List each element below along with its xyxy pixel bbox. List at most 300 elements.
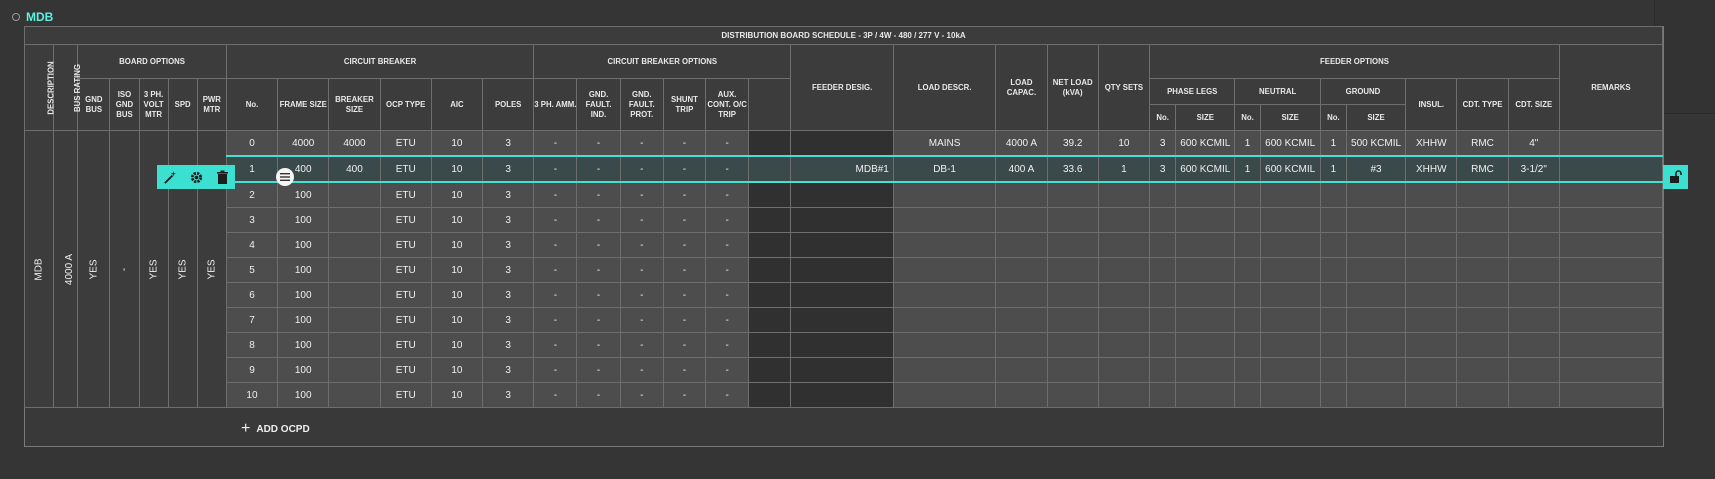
cell-no[interactable]: 5 [226, 258, 277, 283]
cell-aic[interactable]: 10 [431, 283, 482, 308]
cell-ocp[interactable]: ETU [380, 208, 431, 233]
cell-amm[interactable]: - [534, 182, 577, 208]
cell-aic[interactable]: 10 [431, 208, 482, 233]
cell-feeder[interactable] [791, 258, 893, 283]
cell-cdt-size[interactable]: 3-1/2" [1508, 156, 1559, 182]
cell-n-no[interactable] [1235, 182, 1260, 208]
cell-no[interactable]: 9 [226, 358, 277, 383]
cell-g-no[interactable] [1320, 308, 1346, 333]
cell-qty[interactable] [1098, 358, 1149, 383]
cell-qty[interactable] [1098, 308, 1149, 333]
trash-icon[interactable] [213, 168, 231, 186]
cell-g-no[interactable] [1320, 258, 1346, 283]
cell-remarks[interactable] [1559, 383, 1662, 408]
cell-aux[interactable]: - [706, 383, 749, 408]
cell-amm[interactable]: - [534, 258, 577, 283]
cell-ocp[interactable]: ETU [380, 131, 431, 157]
cell-n-no[interactable] [1235, 208, 1260, 233]
cell-pl-no[interactable] [1150, 333, 1176, 358]
cell-remarks[interactable] [1559, 308, 1662, 333]
cell-remarks[interactable] [1559, 208, 1662, 233]
cell-feeder[interactable] [791, 383, 893, 408]
cell-pl-size[interactable] [1176, 182, 1235, 208]
cell-cdt-type[interactable] [1457, 258, 1508, 283]
cell-n-size[interactable] [1260, 383, 1320, 408]
cell---blank[interactable] [749, 308, 791, 333]
cell-load[interactable] [893, 233, 995, 258]
cell-poles[interactable]: 3 [483, 156, 534, 182]
table-row[interactable] [25, 358, 1663, 383]
cell-cdt-type[interactable]: RMC [1457, 131, 1508, 157]
cell-remarks[interactable] [1559, 156, 1662, 182]
cell---blank[interactable] [749, 233, 791, 258]
board-bus-rating[interactable]: 4000 A [54, 131, 78, 408]
unlock-icon[interactable] [1663, 165, 1688, 189]
cell-poles[interactable]: 3 [483, 283, 534, 308]
cell-capac[interactable] [996, 258, 1047, 283]
cell-capac[interactable]: 400 A [996, 156, 1047, 182]
cell-gfp[interactable]: - [620, 131, 663, 157]
cell-ocp[interactable]: ETU [380, 308, 431, 333]
cell-amm[interactable]: - [534, 156, 577, 182]
cell-poles[interactable]: 3 [483, 208, 534, 233]
cell-cdt-type[interactable] [1457, 283, 1508, 308]
cell-g-no[interactable] [1320, 383, 1346, 408]
gear-icon[interactable] [187, 168, 205, 186]
cell-cdt-size[interactable]: 4" [1508, 131, 1559, 157]
cell-no[interactable]: 8 [226, 333, 277, 358]
cell-cdt-type[interactable] [1457, 233, 1508, 258]
cell-net[interactable]: 39.2 [1047, 131, 1098, 157]
table-row[interactable] [25, 333, 1663, 358]
cell-capac[interactable]: 4000 A [996, 131, 1047, 157]
cell-gfi[interactable]: - [577, 258, 620, 283]
cell-n-no[interactable] [1235, 333, 1260, 358]
cell-load[interactable] [893, 358, 995, 383]
cell-no[interactable]: 0 [226, 131, 277, 157]
cell-aic[interactable]: 10 [431, 182, 482, 208]
cell-shunt[interactable]: - [663, 308, 705, 333]
cell-aic[interactable]: 10 [431, 156, 482, 182]
cell-remarks[interactable] [1559, 333, 1662, 358]
cell-n-size[interactable] [1260, 358, 1320, 383]
cell---blank[interactable] [749, 208, 791, 233]
cell-breaker[interactable] [329, 208, 380, 233]
cell-capac[interactable] [996, 233, 1047, 258]
cell-breaker[interactable] [329, 283, 380, 308]
board-gnd-bus[interactable]: YES [78, 131, 110, 408]
cell-poles[interactable]: 3 [483, 308, 534, 333]
table-row[interactable] [25, 208, 1663, 233]
cell-cdt-type[interactable] [1457, 333, 1508, 358]
cell-qty[interactable] [1098, 383, 1149, 408]
cell-feeder[interactable]: MDB#1 [791, 156, 893, 182]
cell-n-no[interactable] [1235, 308, 1260, 333]
cell-no[interactable]: 4 [226, 233, 277, 258]
cell-amm[interactable]: - [534, 233, 577, 258]
cell-n-size[interactable] [1260, 283, 1320, 308]
cell-g-size[interactable] [1346, 383, 1405, 408]
cell-load[interactable] [893, 308, 995, 333]
cell-pl-no[interactable] [1150, 283, 1176, 308]
cell-amm[interactable]: - [534, 383, 577, 408]
cell-n-size[interactable] [1260, 308, 1320, 333]
menu-icon[interactable] [276, 168, 294, 186]
cell-insul[interactable] [1406, 182, 1457, 208]
cell-insul[interactable] [1406, 233, 1457, 258]
cell-n-no[interactable]: 1 [1235, 156, 1260, 182]
cell-no[interactable]: 7 [226, 308, 277, 333]
cell-gfp[interactable]: - [620, 233, 663, 258]
cell-n-no[interactable] [1235, 233, 1260, 258]
cell-g-no[interactable] [1320, 208, 1346, 233]
cell-capac[interactable] [996, 358, 1047, 383]
cell-frame[interactable]: 100 [278, 233, 329, 258]
cell-gfp[interactable]: - [620, 383, 663, 408]
cell-g-size[interactable] [1346, 233, 1405, 258]
cell-aux[interactable]: - [706, 131, 749, 157]
cell-aic[interactable]: 10 [431, 258, 482, 283]
cell-breaker[interactable] [329, 358, 380, 383]
add-ocpd-button[interactable] [241, 420, 310, 437]
cell-aic[interactable]: 10 [431, 233, 482, 258]
board-pwr-mtr[interactable]: YES [197, 131, 226, 408]
cell-insul[interactable]: XHHW [1406, 156, 1457, 182]
cell-poles[interactable]: 3 [483, 358, 534, 383]
cell-cdt-type[interactable] [1457, 308, 1508, 333]
cell-frame[interactable]: 100 [278, 308, 329, 333]
board-description[interactable]: MDB [25, 131, 54, 408]
cell-n-size[interactable] [1260, 258, 1320, 283]
cell-feeder[interactable] [791, 131, 893, 157]
cell-g-no[interactable]: 1 [1320, 156, 1346, 182]
cell-pl-no[interactable]: 3 [1150, 156, 1176, 182]
cell-cdt-size[interactable] [1508, 208, 1559, 233]
cell-no[interactable]: 10 [226, 383, 277, 408]
cell-n-size[interactable]: 600 KCMIL [1260, 131, 1320, 157]
cell-cdt-size[interactable] [1508, 258, 1559, 283]
cell-aux[interactable]: - [706, 258, 749, 283]
cell-net[interactable] [1047, 383, 1098, 408]
cell-remarks[interactable] [1559, 131, 1662, 157]
cell-load[interactable] [893, 208, 995, 233]
cell-gfp[interactable]: - [620, 182, 663, 208]
cell-pl-size[interactable] [1176, 333, 1235, 358]
table-row[interactable] [25, 383, 1663, 408]
cell-insul[interactable]: XHHW [1406, 131, 1457, 157]
cell-aux[interactable]: - [706, 308, 749, 333]
cell-net[interactable] [1047, 258, 1098, 283]
cell-shunt[interactable]: - [663, 208, 705, 233]
cell-n-size[interactable] [1260, 208, 1320, 233]
cell-no[interactable]: 3 [226, 208, 277, 233]
cell-qty[interactable]: 1 [1098, 156, 1149, 182]
cell-cdt-type[interactable] [1457, 358, 1508, 383]
cell-gfi[interactable]: - [577, 308, 620, 333]
cell-g-size[interactable] [1346, 208, 1405, 233]
cell-pl-size[interactable] [1176, 233, 1235, 258]
cell-gfp[interactable]: - [620, 156, 663, 182]
cell-no[interactable]: 1 [226, 156, 277, 182]
cell-net[interactable] [1047, 208, 1098, 233]
cell-n-no[interactable]: 1 [1235, 131, 1260, 157]
cell-aux[interactable]: - [706, 283, 749, 308]
cell-capac[interactable] [996, 333, 1047, 358]
cell-n-no[interactable] [1235, 283, 1260, 308]
cell-g-size[interactable] [1346, 182, 1405, 208]
cell-poles[interactable]: 3 [483, 182, 534, 208]
cell-frame[interactable]: 100 [278, 258, 329, 283]
cell-breaker[interactable] [329, 258, 380, 283]
cell-pl-size[interactable] [1176, 208, 1235, 233]
cell-gfi[interactable]: - [577, 383, 620, 408]
cell-load[interactable] [893, 383, 995, 408]
cell-insul[interactable] [1406, 383, 1457, 408]
cell---blank[interactable] [749, 333, 791, 358]
cell-gfi[interactable]: - [577, 358, 620, 383]
cell-gfi[interactable]: - [577, 333, 620, 358]
cell-g-no[interactable]: 1 [1320, 131, 1346, 157]
cell-pl-no[interactable] [1150, 233, 1176, 258]
cell-cdt-size[interactable] [1508, 358, 1559, 383]
cell-amm[interactable]: - [534, 333, 577, 358]
cell-capac[interactable] [996, 308, 1047, 333]
cell-g-size[interactable]: 500 KCMIL [1346, 131, 1405, 157]
cell-load[interactable] [893, 182, 995, 208]
cell-frame[interactable]: 100 [278, 182, 329, 208]
board-three-ph-volt-mtr[interactable]: YES [139, 131, 168, 408]
cell-pl-no[interactable] [1150, 308, 1176, 333]
cell-pl-size[interactable] [1176, 283, 1235, 308]
cell-capac[interactable] [996, 283, 1047, 308]
cell-ocp[interactable]: ETU [380, 283, 431, 308]
cell-aic[interactable]: 10 [431, 308, 482, 333]
cell-amm[interactable]: - [534, 358, 577, 383]
cell-frame[interactable]: 100 [278, 208, 329, 233]
cell-net[interactable] [1047, 182, 1098, 208]
cell-aic[interactable]: 10 [431, 383, 482, 408]
cell-n-no[interactable] [1235, 383, 1260, 408]
cell-g-size[interactable] [1346, 283, 1405, 308]
cell-aic[interactable]: 10 [431, 131, 482, 157]
cell-poles[interactable]: 3 [483, 233, 534, 258]
cell-ocp[interactable]: ETU [380, 258, 431, 283]
cell-feeder[interactable] [791, 308, 893, 333]
cell-gfp[interactable]: - [620, 208, 663, 233]
cell-g-no[interactable] [1320, 233, 1346, 258]
cell-gfi[interactable]: - [577, 208, 620, 233]
cell---blank[interactable] [749, 182, 791, 208]
cell-net[interactable] [1047, 308, 1098, 333]
cell-frame[interactable]: 100 [278, 383, 329, 408]
cell-qty[interactable] [1098, 283, 1149, 308]
cell-no[interactable]: 2 [226, 182, 277, 208]
cell-shunt[interactable]: - [663, 383, 705, 408]
cell-frame[interactable]: 4000 [278, 131, 329, 157]
cell-n-size[interactable] [1260, 333, 1320, 358]
cell-load[interactable] [893, 333, 995, 358]
cell-remarks[interactable] [1559, 358, 1662, 383]
cell-shunt[interactable]: - [663, 358, 705, 383]
cell-shunt[interactable]: - [663, 182, 705, 208]
cell-capac[interactable] [996, 383, 1047, 408]
cell-frame[interactable]: 100 [278, 358, 329, 383]
cell-remarks[interactable] [1559, 283, 1662, 308]
cell-cdt-size[interactable] [1508, 333, 1559, 358]
cell-cdt-size[interactable] [1508, 233, 1559, 258]
cell-cdt-size[interactable] [1508, 308, 1559, 333]
cell-ocp[interactable]: ETU [380, 333, 431, 358]
cell-insul[interactable] [1406, 258, 1457, 283]
cell-g-no[interactable] [1320, 182, 1346, 208]
cell-breaker[interactable]: 4000 [329, 131, 380, 157]
cell-insul[interactable] [1406, 358, 1457, 383]
cell-insul[interactable] [1406, 308, 1457, 333]
cell-gfp[interactable]: - [620, 258, 663, 283]
cell-net[interactable] [1047, 358, 1098, 383]
cell-gfp[interactable]: - [620, 333, 663, 358]
cell-pl-no[interactable]: 3 [1150, 131, 1176, 157]
cell-gfi[interactable]: - [577, 182, 620, 208]
cell-gfi[interactable]: - [577, 283, 620, 308]
cell-shunt[interactable]: - [663, 156, 705, 182]
cell-breaker[interactable] [329, 383, 380, 408]
cell-n-size[interactable] [1260, 182, 1320, 208]
cell-feeder[interactable] [791, 233, 893, 258]
cell-frame[interactable]: 100 [278, 283, 329, 308]
magic-wand-icon[interactable] [161, 168, 179, 186]
cell-pl-no[interactable] [1150, 358, 1176, 383]
cell-insul[interactable] [1406, 333, 1457, 358]
cell-capac[interactable] [996, 182, 1047, 208]
table-row[interactable] [25, 182, 1663, 208]
cell-poles[interactable]: 3 [483, 131, 534, 157]
cell-aux[interactable]: - [706, 333, 749, 358]
cell-remarks[interactable] [1559, 258, 1662, 283]
table-row[interactable] [25, 283, 1663, 308]
table-row[interactable] [25, 156, 1663, 182]
cell-breaker[interactable] [329, 233, 380, 258]
table-row[interactable] [25, 308, 1663, 333]
cell-pl-no[interactable] [1150, 208, 1176, 233]
cell-load[interactable] [893, 283, 995, 308]
cell-cdt-type[interactable]: RMC [1457, 156, 1508, 182]
cell-cdt-size[interactable] [1508, 182, 1559, 208]
cell-insul[interactable] [1406, 283, 1457, 308]
cell---blank[interactable] [749, 383, 791, 408]
cell-cdt-size[interactable] [1508, 383, 1559, 408]
cell-gfi[interactable]: - [577, 131, 620, 157]
cell-load[interactable]: DB-1 [893, 156, 995, 182]
cell---blank[interactable] [749, 131, 791, 157]
cell-shunt[interactable]: - [663, 333, 705, 358]
cell-ocp[interactable]: ETU [380, 182, 431, 208]
cell-feeder[interactable] [791, 358, 893, 383]
cell-aux[interactable]: - [706, 156, 749, 182]
cell-gfp[interactable]: - [620, 283, 663, 308]
cell-g-size[interactable] [1346, 258, 1405, 283]
cell-n-size[interactable] [1260, 233, 1320, 258]
cell-net[interactable] [1047, 283, 1098, 308]
cell-pl-no[interactable] [1150, 182, 1176, 208]
cell-amm[interactable]: - [534, 131, 577, 157]
cell-net[interactable]: 33.6 [1047, 156, 1098, 182]
cell-qty[interactable]: 10 [1098, 131, 1149, 157]
cell-qty[interactable] [1098, 258, 1149, 283]
cell-qty[interactable] [1098, 182, 1149, 208]
cell-feeder[interactable] [791, 333, 893, 358]
cell-frame[interactable]: 100 [278, 333, 329, 358]
cell-aux[interactable]: - [706, 233, 749, 258]
cell-net[interactable] [1047, 333, 1098, 358]
cell-g-no[interactable] [1320, 333, 1346, 358]
cell-ocp[interactable]: ETU [380, 358, 431, 383]
cell-shunt[interactable]: - [663, 131, 705, 157]
cell-amm[interactable]: - [534, 283, 577, 308]
cell-feeder[interactable] [791, 208, 893, 233]
cell---blank[interactable] [749, 358, 791, 383]
cell-poles[interactable]: 3 [483, 258, 534, 283]
cell-load[interactable]: MAINS [893, 131, 995, 157]
cell-load[interactable] [893, 258, 995, 283]
cell-cdt-size[interactable] [1508, 283, 1559, 308]
cell-insul[interactable] [1406, 208, 1457, 233]
cell-capac[interactable] [996, 208, 1047, 233]
cell-breaker[interactable] [329, 333, 380, 358]
cell-no[interactable]: 6 [226, 283, 277, 308]
cell-aux[interactable]: - [706, 358, 749, 383]
cell-net[interactable] [1047, 233, 1098, 258]
cell-pl-no[interactable] [1150, 258, 1176, 283]
cell-aux[interactable]: - [706, 208, 749, 233]
board-iso-gnd-bus[interactable]: - [110, 131, 139, 408]
cell-gfp[interactable]: - [620, 308, 663, 333]
cell-g-size[interactable]: #3 [1346, 156, 1405, 182]
cell-ocp[interactable]: ETU [380, 383, 431, 408]
cell-aux[interactable]: - [706, 182, 749, 208]
cell-n-size[interactable]: 600 KCMIL [1260, 156, 1320, 182]
cell-n-no[interactable] [1235, 358, 1260, 383]
cell-pl-size[interactable] [1176, 358, 1235, 383]
cell-pl-no[interactable] [1150, 383, 1176, 408]
cell-gfp[interactable]: - [620, 358, 663, 383]
cell-cdt-type[interactable] [1457, 383, 1508, 408]
cell-cdt-type[interactable] [1457, 182, 1508, 208]
cell-pl-size[interactable]: 600 KCMIL [1176, 131, 1235, 157]
cell-g-size[interactable] [1346, 333, 1405, 358]
cell-pl-size[interactable] [1176, 308, 1235, 333]
cell-feeder[interactable] [791, 283, 893, 308]
cell-breaker[interactable] [329, 182, 380, 208]
cell-aic[interactable]: 10 [431, 333, 482, 358]
table-row[interactable] [25, 258, 1663, 283]
cell-poles[interactable]: 3 [483, 383, 534, 408]
cell-g-no[interactable] [1320, 358, 1346, 383]
cell-qty[interactable] [1098, 233, 1149, 258]
cell-remarks[interactable] [1559, 233, 1662, 258]
cell-gfi[interactable]: - [577, 156, 620, 182]
cell---blank[interactable] [749, 258, 791, 283]
cell-poles[interactable]: 3 [483, 333, 534, 358]
cell-qty[interactable] [1098, 333, 1149, 358]
cell-frame[interactable]: 400 [278, 156, 329, 182]
cell-feeder[interactable] [791, 182, 893, 208]
cell---blank[interactable] [749, 156, 791, 182]
cell-amm[interactable]: - [534, 208, 577, 233]
cell-amm[interactable]: - [534, 308, 577, 333]
cell-breaker[interactable] [329, 308, 380, 333]
cell-aic[interactable]: 10 [431, 358, 482, 383]
